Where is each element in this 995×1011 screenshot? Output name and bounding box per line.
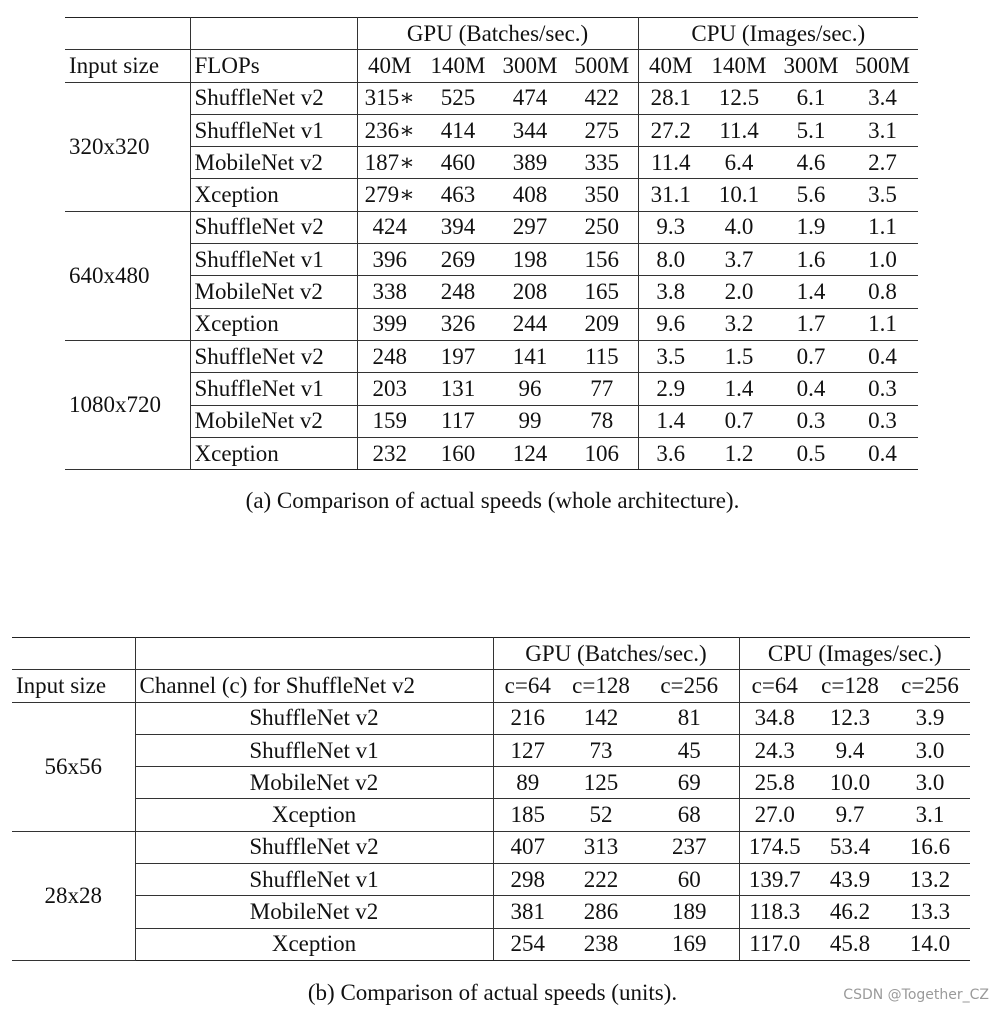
value-cell: 78 [566,405,638,437]
value-cell: 160 [422,437,494,469]
value-cell: 106 [566,437,638,469]
value-cell: 156 [566,244,638,276]
value-cell: 209 [566,308,638,340]
value-cell: 34.8 [739,702,810,734]
model-column-header: Channel (c) for ShuffleNet v2 [135,670,493,702]
value-cell: 414 [422,114,494,146]
model-name-cell: ShuffleNet v2 [135,831,493,863]
value-cell: 141 [494,340,566,372]
value-cell: 4.0 [703,211,775,243]
value-cell: 3.0 [890,734,970,766]
value-cell: 335 [566,147,638,179]
value-cell: 3.6 [638,437,703,469]
value-cell: 165 [566,276,638,308]
value-cell: 248 [422,276,494,308]
table-row [12,734,970,766]
model-name-cell: ShuffleNet v2 [190,211,357,243]
value-cell: 286 [562,896,640,928]
value-cell: 68 [640,799,739,831]
value-cell: 131 [422,373,494,405]
caption-b: (b) Comparison of actual speeds (units). [307,980,678,1005]
value-cell: 174.5 [739,831,810,863]
value-cell: 236∗ [357,114,422,146]
value-cell: 203 [357,373,422,405]
value-cell: 117.0 [739,928,810,960]
column-header: 500M [566,50,638,82]
value-cell: 12.3 [810,702,890,734]
table-row [65,308,918,340]
value-cell: 16.6 [890,831,970,863]
value-cell: 1.5 [703,340,775,372]
value-cell: 9.6 [638,308,703,340]
table-row [12,767,970,799]
model-name-cell: ShuffleNet v2 [135,702,493,734]
value-cell: 197 [422,340,494,372]
empty-header-cell [135,638,493,670]
table-row [65,405,918,437]
value-cell: 315∗ [357,82,422,114]
empty-header-cell [65,18,190,50]
table-row [65,276,918,308]
value-cell: 0.4 [847,437,918,469]
header-row-groups [65,18,918,50]
value-cell: 216 [493,702,562,734]
column-header: 300M [775,50,847,82]
value-cell: 326 [422,308,494,340]
value-cell: 124 [494,437,566,469]
column-header: 40M [638,50,703,82]
speed-table-units [12,637,970,961]
table-row [65,179,918,211]
table-row [65,437,918,469]
value-cell: 1.4 [638,405,703,437]
value-cell: 0.3 [847,405,918,437]
value-cell: 11.4 [638,147,703,179]
column-header: c=256 [640,670,739,702]
column-header: c=128 [810,670,890,702]
value-cell: 298 [493,864,562,896]
column-header: c=64 [493,670,562,702]
input-size-header: Input size [12,670,135,702]
value-cell: 2.7 [847,147,918,179]
input-size-cell: 640x480 [65,211,190,340]
input-size-cell: 28x28 [12,831,135,960]
column-header: 500M [847,50,918,82]
table-row [12,896,970,928]
value-cell: 69 [640,767,739,799]
value-cell: 3.2 [703,308,775,340]
model-name-cell: MobileNet v2 [190,147,357,179]
value-cell: 460 [422,147,494,179]
model-name-cell: Xception [135,799,493,831]
value-cell: 254 [493,928,562,960]
value-cell: 1.4 [775,276,847,308]
value-cell: 96 [494,373,566,405]
header-row-groups [12,638,970,670]
value-cell: 60 [640,864,739,896]
value-cell: 424 [357,211,422,243]
value-cell: 9.7 [810,799,890,831]
value-cell: 189 [640,896,739,928]
model-name-cell: MobileNet v2 [190,276,357,308]
value-cell: 248 [357,340,422,372]
value-cell: 389 [494,147,566,179]
value-cell: 12.5 [703,82,775,114]
header-row-columns [65,50,918,82]
value-cell: 13.3 [890,896,970,928]
model-name-cell: MobileNet v2 [190,405,357,437]
value-cell: 117 [422,405,494,437]
value-cell: 232 [357,437,422,469]
value-cell: 125 [562,767,640,799]
value-cell: 1.4 [703,373,775,405]
value-cell: 474 [494,82,566,114]
value-cell: 269 [422,244,494,276]
value-cell: 10.0 [810,767,890,799]
model-name-cell: ShuffleNet v1 [135,864,493,896]
value-cell: 344 [494,114,566,146]
column-header: c=128 [562,670,640,702]
model-name-cell: ShuffleNet v1 [190,373,357,405]
value-cell: 187∗ [357,147,422,179]
table-row [65,340,918,372]
value-cell: 244 [494,308,566,340]
value-cell: 381 [493,896,562,928]
column-header: c=256 [890,670,970,702]
model-name-cell: MobileNet v2 [135,767,493,799]
value-cell: 52 [562,799,640,831]
value-cell: 77 [566,373,638,405]
table-row [65,114,918,146]
value-cell: 222 [562,864,640,896]
value-cell: 0.7 [775,340,847,372]
value-cell: 1.1 [847,211,918,243]
cpu-group-header: CPU (Images/sec.) [638,18,918,50]
value-cell: 3.1 [847,114,918,146]
column-header: 140M [422,50,494,82]
column-header: c=64 [739,670,810,702]
model-name-cell: MobileNet v2 [135,896,493,928]
value-cell: 3.1 [890,799,970,831]
value-cell: 5.1 [775,114,847,146]
input-size-cell: 320x320 [65,82,190,211]
value-cell: 81 [640,702,739,734]
value-cell: 396 [357,244,422,276]
value-cell: 408 [494,179,566,211]
value-cell: 28.1 [638,82,703,114]
empty-header-cell [190,18,357,50]
value-cell: 463 [422,179,494,211]
value-cell: 3.5 [638,340,703,372]
model-name-cell: Xception [135,928,493,960]
value-cell: 25.8 [739,767,810,799]
value-cell: 73 [562,734,640,766]
value-cell: 169 [640,928,739,960]
model-name-cell: Xception [190,308,357,340]
model-name-cell: ShuffleNet v2 [190,340,357,372]
value-cell: 0.4 [847,340,918,372]
value-cell: 2.0 [703,276,775,308]
value-cell: 0.5 [775,437,847,469]
table-row [12,799,970,831]
value-cell: 525 [422,82,494,114]
value-cell: 6.4 [703,147,775,179]
watermark: CSDN @Together_CZ [843,987,989,1003]
column-header: 140M [703,50,775,82]
value-cell: 237 [640,831,739,863]
value-cell: 31.1 [638,179,703,211]
value-cell: 127 [493,734,562,766]
value-cell: 275 [566,114,638,146]
value-cell: 1.1 [847,308,918,340]
table-row [65,211,918,243]
value-cell: 89 [493,767,562,799]
gpu-group-header: GPU (Batches/sec.) [357,18,638,50]
table-row [12,928,970,960]
column-header: 300M [494,50,566,82]
value-cell: 6.1 [775,82,847,114]
value-cell: 142 [562,702,640,734]
value-cell: 159 [357,405,422,437]
value-cell: 3.4 [847,82,918,114]
empty-header-cell [12,638,135,670]
value-cell: 3.7 [703,244,775,276]
value-cell: 350 [566,179,638,211]
header-row-columns [12,670,970,702]
value-cell: 14.0 [890,928,970,960]
value-cell: 11.4 [703,114,775,146]
value-cell: 394 [422,211,494,243]
value-cell: 1.9 [775,211,847,243]
value-cell: 238 [562,928,640,960]
input-size-header: Input size [65,50,190,82]
value-cell: 1.6 [775,244,847,276]
model-name-cell: ShuffleNet v1 [190,244,357,276]
value-cell: 407 [493,831,562,863]
value-cell: 3.8 [638,276,703,308]
speed-table-whole-architecture [65,17,918,470]
value-cell: 1.2 [703,437,775,469]
table-row [12,702,970,734]
model-name-cell: ShuffleNet v1 [135,734,493,766]
value-cell: 4.6 [775,147,847,179]
value-cell: 9.3 [638,211,703,243]
table-row [12,864,970,896]
value-cell: 1.0 [847,244,918,276]
value-cell: 0.7 [703,405,775,437]
value-cell: 313 [562,831,640,863]
value-cell: 279∗ [357,179,422,211]
value-cell: 185 [493,799,562,831]
value-cell: 2.9 [638,373,703,405]
value-cell: 0.8 [847,276,918,308]
value-cell: 13.2 [890,864,970,896]
value-cell: 3.0 [890,767,970,799]
value-cell: 24.3 [739,734,810,766]
value-cell: 45 [640,734,739,766]
table-row [65,244,918,276]
value-cell: 27.2 [638,114,703,146]
value-cell: 46.2 [810,896,890,928]
model-name-cell: ShuffleNet v1 [190,114,357,146]
value-cell: 0.3 [775,405,847,437]
cpu-group-header: CPU (Images/sec.) [739,638,970,670]
value-cell: 3.9 [890,702,970,734]
value-cell: 0.4 [775,373,847,405]
gpu-group-header: GPU (Batches/sec.) [493,638,739,670]
value-cell: 99 [494,405,566,437]
input-size-cell: 1080x720 [65,340,190,469]
value-cell: 118.3 [739,896,810,928]
table-row [65,373,918,405]
caption-a: (a) Comparison of actual speeds (whole architecture). [245,488,740,513]
value-cell: 338 [357,276,422,308]
value-cell: 5.6 [775,179,847,211]
value-cell: 250 [566,211,638,243]
table-row [65,147,918,179]
value-cell: 3.5 [847,179,918,211]
value-cell: 1.7 [775,308,847,340]
value-cell: 115 [566,340,638,372]
value-cell: 9.4 [810,734,890,766]
value-cell: 8.0 [638,244,703,276]
value-cell: 53.4 [810,831,890,863]
table-row [65,82,918,114]
value-cell: 43.9 [810,864,890,896]
input-size-cell: 56x56 [12,702,135,831]
value-cell: 208 [494,276,566,308]
value-cell: 297 [494,211,566,243]
value-cell: 399 [357,308,422,340]
model-name-cell: Xception [190,179,357,211]
value-cell: 198 [494,244,566,276]
model-name-cell: Xception [190,437,357,469]
table-row [12,831,970,863]
value-cell: 10.1 [703,179,775,211]
value-cell: 422 [566,82,638,114]
value-cell: 45.8 [810,928,890,960]
value-cell: 27.0 [739,799,810,831]
model-column-header: FLOPs [190,50,357,82]
value-cell: 0.3 [847,373,918,405]
value-cell: 139.7 [739,864,810,896]
column-header: 40M [357,50,422,82]
model-name-cell: ShuffleNet v2 [190,82,357,114]
